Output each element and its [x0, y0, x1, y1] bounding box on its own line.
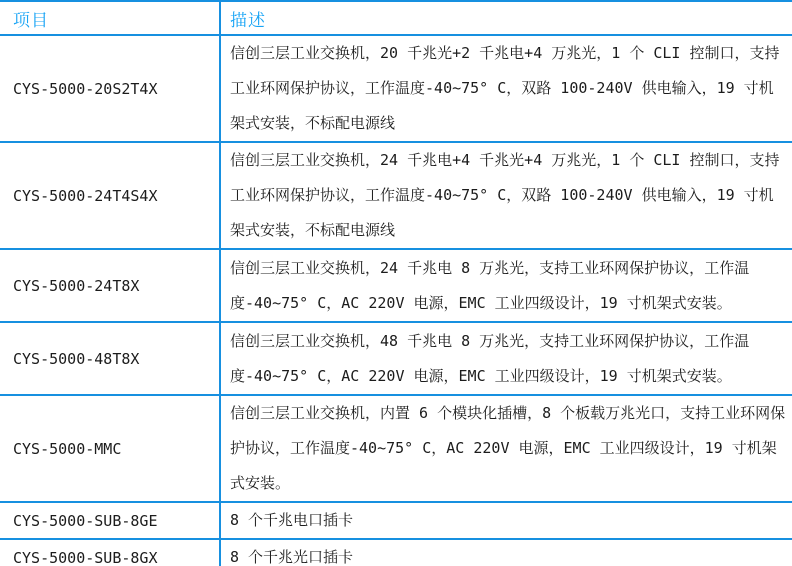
table-row [0, 35, 792, 142]
description-cell: 信创三层工业交换机，48 千兆电 8 万兆光，支持工业环网保护协议，工作温度-40~75° C，AC 220V 电源，EMC 工业四级设计，19 寸机架式安装。 [230, 331, 750, 385]
description-cell: 信创三层工业交换机，24 千兆电 8 万兆光，支持工业环网保护协议，工作温度-40~75° C，AC 220V 电源，EMC 工业四级设计，19 寸机架式安装。 [230, 258, 750, 312]
table-row [0, 539, 792, 566]
description-cell: 信创三层工业交换机，20 千兆光+2 千兆电+4 万兆光，1 个 CLI 控制口，支持工业环网保护协议，工作温度-40~75° C，双路 100-240V 供电输入，19 寸机架式安装，不标配电源线 [230, 44, 780, 132]
column-header-item: 项目 [0, 1, 220, 35]
item-cell: CYS-5000-SUB-8GE [0, 502, 220, 539]
header-row [0, 1, 792, 35]
item-cell: CYS-5000-24T8X [0, 249, 220, 322]
item-cell: CYS-5000-MMC [0, 395, 220, 502]
item-cell: CYS-5000-48T8X [0, 322, 220, 395]
description-cell: 信创三层工业交换机，24 千兆电+4 千兆光+4 万兆光，1 个 CLI 控制口，支持工业环网保护协议，工作温度-40~75° C，双路 100-240V 供电输入，19 寸机架式安装，不标配电源线 [230, 151, 780, 239]
item-cell: CYS-5000-24T4S4X [0, 142, 220, 249]
table-row [0, 249, 792, 322]
table-row [0, 142, 792, 249]
description-cell: 信创三层工业交换机，内置 6 个模块化插槽，8 个板载万兆光口，支持工业环网保护协议，工作温度-40~75° C，AC 220V 电源，EMC 工业四级设计，19 寸机架式安装。 [230, 404, 786, 492]
item-cell: CYS-5000-SUB-8GX [0, 539, 220, 566]
description-cell: 8 个千兆电口插卡 [230, 511, 354, 529]
table-row [0, 395, 792, 502]
item-cell: CYS-5000-20S2T4X [0, 35, 220, 142]
column-header-description: 描述 [230, 10, 266, 31]
table-row [0, 322, 792, 395]
description-cell: 8 个千兆光口插卡 [230, 548, 354, 566]
table-row [0, 502, 792, 539]
